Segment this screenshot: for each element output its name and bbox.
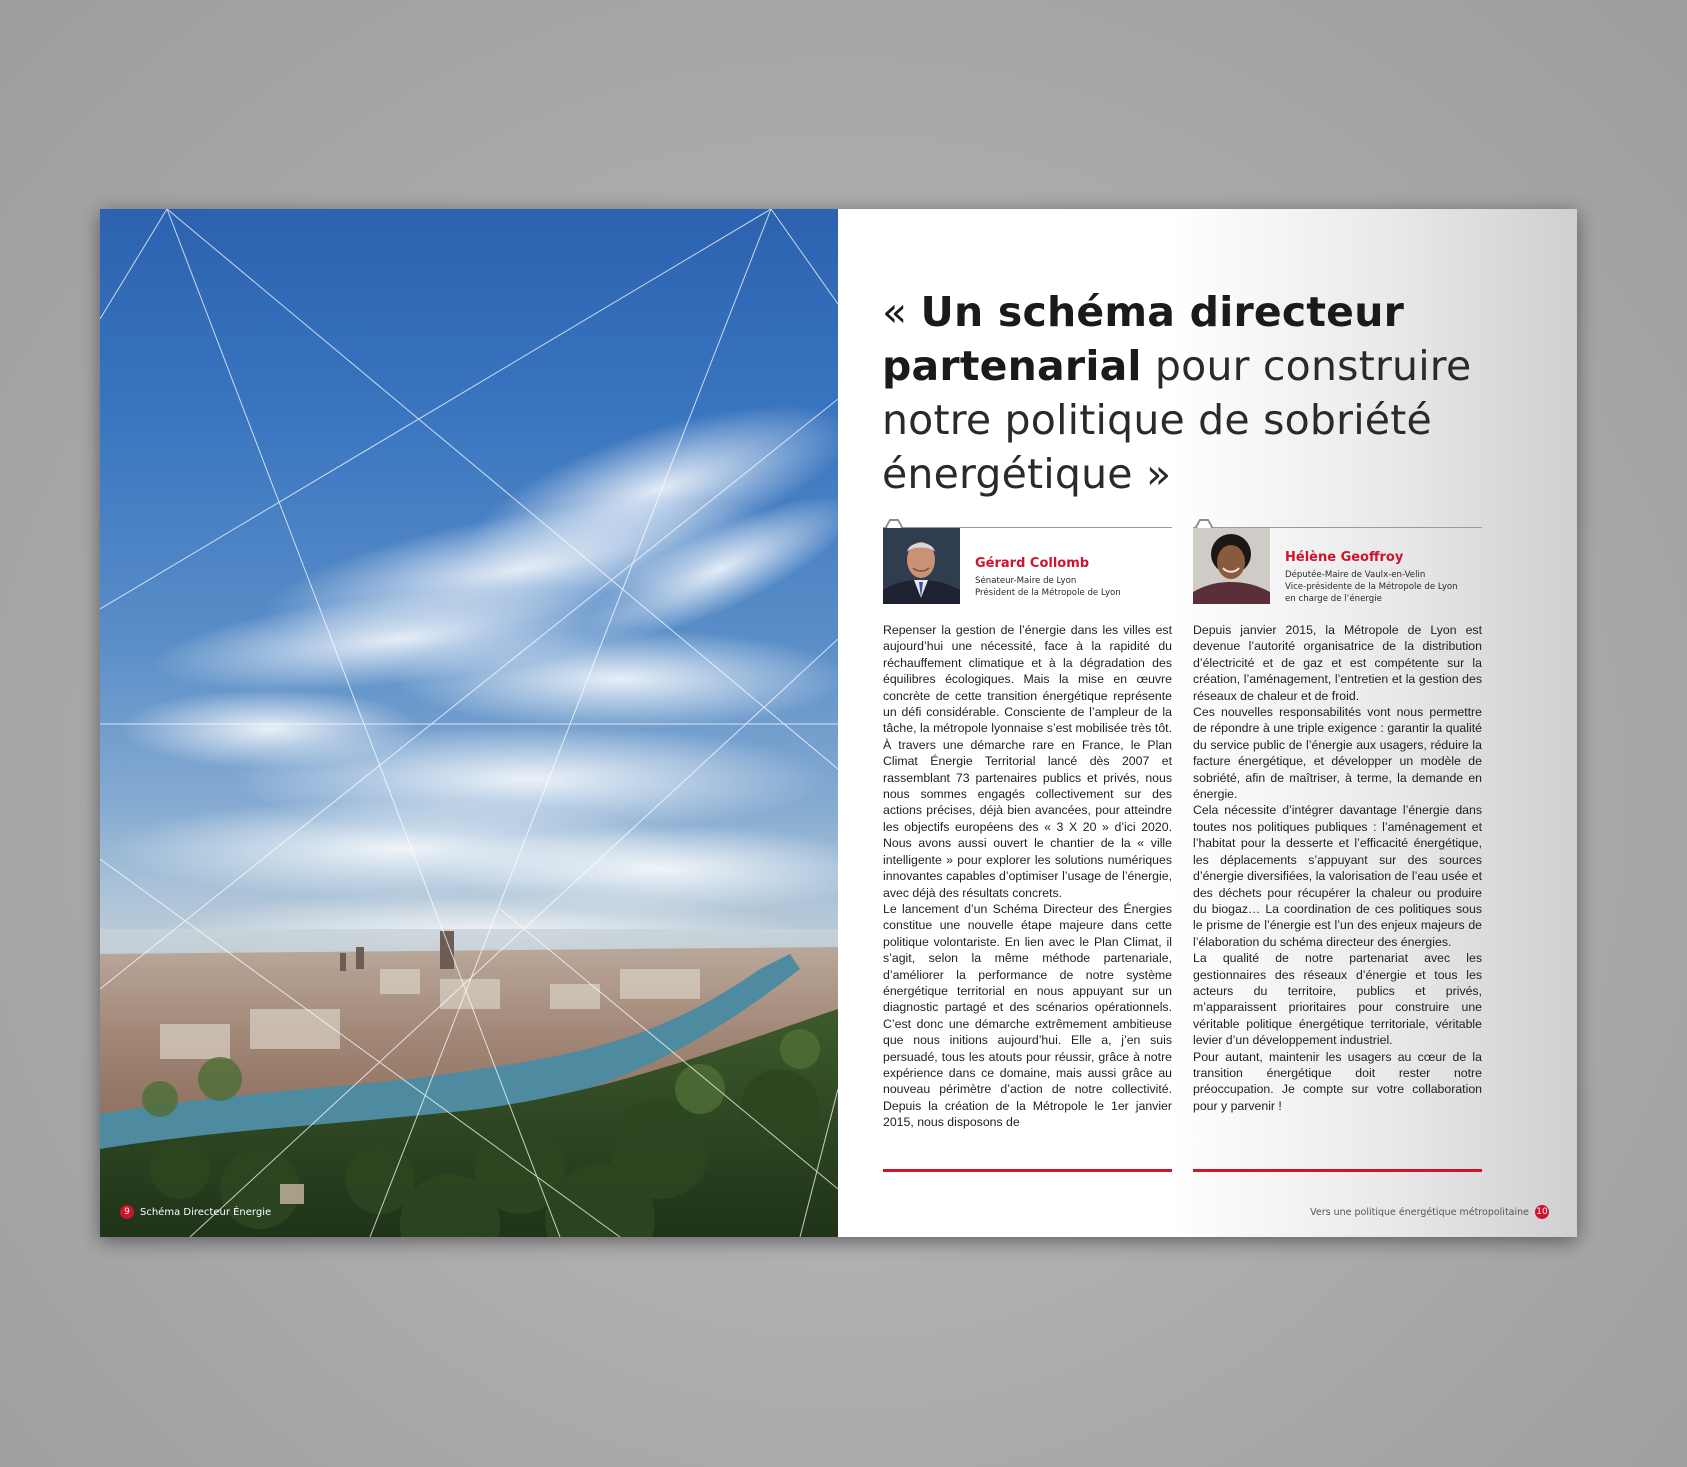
paragraph: Pour autant, maintenir les usagers au cœur de la transition énergétique doit rester notre préoccupation. Je compte sur votre collaboration pour y parvenir ! xyxy=(1193,1049,1482,1113)
red-divider-right xyxy=(1193,1169,1482,1172)
page-title xyxy=(882,285,1522,501)
author-info xyxy=(975,556,1121,599)
right-page-text xyxy=(838,209,1577,1237)
paragraph: Depuis janvier 2015, la Métropole de Lyon est devenue l’autorité organisatrice de la distribution d’électricité et de gaz et est compétente sur la création, l’aménagement, l’entretien et la gestion des réseaux de chaleur et de froid. xyxy=(1193,623,1482,703)
paragraph: Ces nouvelles responsabilités vont nous permettre de répondre à une triple exigence : garantir la qualité du service public de l’énergie aux usagers, réduire la facture énergétique, et développer un modèle de sobriété, afin de maîtriser, à terme, la demande en énergie. xyxy=(1193,705,1482,802)
author-role-2: Vice-présidente de la Métropole de Lyon xyxy=(1285,582,1458,592)
left-page-footer xyxy=(120,1205,271,1219)
paragraph: Repenser la gestion de l’énergie dans les villes est aujourd’hui une nécessité, face à la rapidité du réchauffement climatique et à la dégradation des équilibres écologiques. Mais la mise en œuvre concrète de cette transition énergétique représente un défi considérable. Consciente de l’ampleur de la tâche, la métropole lyonnaise s’est mobilisée très tôt. À travers une démarche rare en France, le Plan Climat Énergie Territorial lancé dès 2007 et rassemblant 73 partenaires publics et privés, nous nous sommes engagés collectivement sur des actions précises, déjà bien avancées, pour atteindre les objectifs européens des « 3 X 20 » d’ici 2020. Nous avons aussi ouvert le chantier de la « ville intelligente » pour explorer les solutions numériques innovantes capables d’optimiser l’usage de l’énergie, avec déjà des résultats concrets. xyxy=(883,623,1172,900)
title-bold: Un schéma directeur partenarial xyxy=(882,288,1404,390)
title-regular: pour construire notre politique de sobriété énergétique » xyxy=(882,342,1472,498)
author-role-1: Sénateur-Maire de Lyon xyxy=(975,576,1077,586)
lyon-aerial-photo xyxy=(100,209,838,1237)
brochure-spread xyxy=(100,209,1577,1237)
author-column-collomb xyxy=(883,527,1172,1131)
author-role-3: en charge de l’énergie xyxy=(1285,594,1382,604)
paragraph: Cela nécessite d’intégrer davantage l’énergie dans toutes nos politiques publiques : l’aménagement et l’habitat pour la desserte et l’efficacité énergétique, les déplacements s’appuyant sur des sources d’énergie diversifiées, la valorisation de l’eau usée et des déchets pour récupérer la chaleur ou produire du biogaz… La coordination de ces politiques sous le prisme de l’énergie est l’un des enjeux majeurs de l’élaboration du schéma directeur des énergies. xyxy=(1193,803,1482,949)
page-number-right: 10 xyxy=(1536,1207,1548,1217)
page-number-left: 9 xyxy=(120,1205,134,1219)
author-header xyxy=(1193,527,1482,612)
right-page-footer xyxy=(1310,1205,1549,1219)
left-footer-label: Schéma Directeur Énergie xyxy=(140,1206,272,1218)
author-header xyxy=(883,527,1172,612)
author-role-1: Députée-Maire de Vaulx-en-Velin xyxy=(1285,570,1426,580)
paragraph: Le lancement d’un Schéma Directeur des Énergies constitue une nouvelle étape majeure dans cette politique volontariste. En lien avec le Plan Climat, il s’agit, selon la même méthode partenariale, d’améliorer la performance de notre système énergétique territorial en nous appuyant sur un diagnostic partagé et des scénarios opérationnels. C’est donc une démarche extrêmement ambitieuse que nous initions aujourd’hui. Elle a, j’en suis persuadé, tous les atouts pour réussir, grâce à notre expérience dans ce domaine, mais aussi grâce au nouveau périmètre d’action de notre collectivité. Depuis la création de la Métropole le 1er janvier 2015, nous disposons de xyxy=(883,901,1172,1130)
paragraph: La qualité de notre partenariat avec les gestionnaires des réseaux d’énergie et tous les acteurs du territoire, publics et privés, m’apparaissent prioritaires pour construire une véritable politique énergétique territoriale, véritable levier d’un développement industriel. xyxy=(1193,951,1482,1048)
left-page-photo xyxy=(100,209,838,1237)
article-body-left xyxy=(883,622,1172,1131)
portrait-geoffroy xyxy=(1193,528,1270,604)
red-divider-left xyxy=(883,1169,1172,1172)
author-column-geoffroy xyxy=(1193,527,1482,1114)
right-footer-label: Vers une politique énergétique métropolitaine xyxy=(1310,1206,1529,1218)
author-role-2: Président de la Métropole de Lyon xyxy=(975,588,1121,598)
author-info xyxy=(1285,550,1458,605)
title-open-quote: « xyxy=(882,288,921,336)
article-body-right xyxy=(1193,622,1482,1114)
author-name: Hélène Geoffroy xyxy=(1285,550,1404,565)
portrait-collomb xyxy=(883,528,960,604)
author-name: Gérard Collomb xyxy=(975,556,1090,571)
